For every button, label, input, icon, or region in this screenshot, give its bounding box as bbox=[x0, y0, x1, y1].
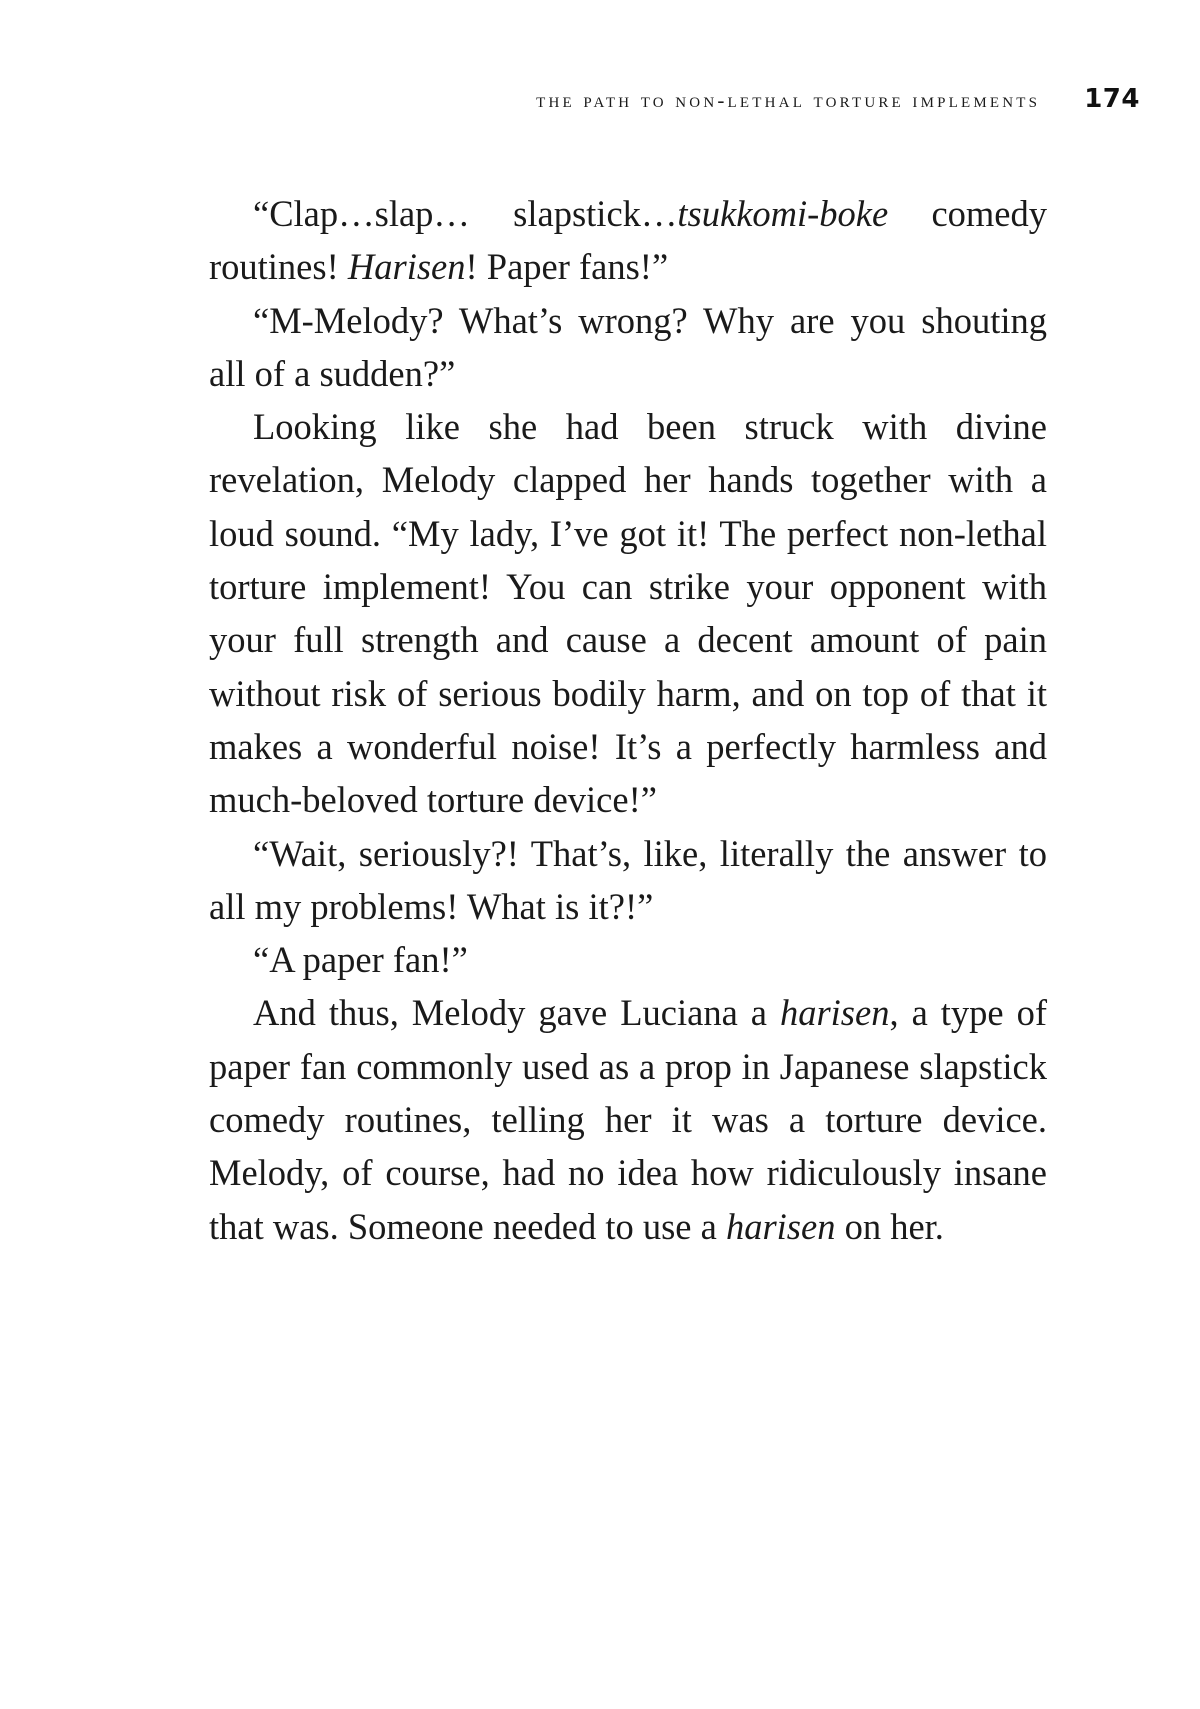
paragraph-5: “A paper fan!” bbox=[253, 939, 468, 981]
paragraph-1-run-2: comedy routines! bbox=[209, 193, 1047, 288]
running-header bbox=[536, 84, 1140, 114]
paragraph-6-run-2: , a type of paper fan commonly used as a prop in Japanese slapstick comedy routines, telling her it was a torture device. Melody, of course, had no idea how ridiculously insane that was. Someone needed to use a bbox=[209, 992, 1047, 1247]
paragraph-6-run-1: And thus, Melody gave Luciana a bbox=[253, 992, 780, 1034]
paragraph-1-italic-1: tsukkomi-boke bbox=[677, 193, 889, 234]
paragraph-1-italic-2: Harisen bbox=[347, 246, 466, 288]
paragraph-6-run-3: on her. bbox=[835, 1205, 944, 1247]
text-body bbox=[209, 187, 1047, 1253]
paragraph-1-run-3: ! Paper fans!” bbox=[465, 246, 669, 288]
paragraph-3: Looking like she had been struck with divine revelation, Melody clapped her hands together with a loud sound. “My lady, I’ve got it! The perfect non-lethal torture implement! You can strike your opponent with your full strength and cause a decent amount of pain without risk of serious bodily harm, and on top of that it makes a wonderful noise! It’s a perfectly harmless and much-beloved torture device!” bbox=[209, 406, 1047, 821]
paragraph-2: “M-Melody? What’s wrong? Why are you shouting all of a sudden?” bbox=[209, 299, 1047, 394]
running-title: the path to non-lethal torture implements bbox=[536, 88, 1041, 112]
paragraph-1 bbox=[209, 187, 1047, 294]
paragraph-6-italic-1: harisen bbox=[779, 992, 890, 1034]
paragraph-6 bbox=[209, 986, 1047, 1252]
paragraph-6-italic-2: harisen bbox=[725, 1205, 836, 1247]
paragraph-4: “Wait, seriously?! That’s, like, literally the answer to all my problems! What is it?!” bbox=[209, 832, 1047, 927]
page-number: 174 bbox=[1084, 84, 1140, 114]
paragraph-1-run-1: “Clap…slap… slapstick… bbox=[253, 193, 678, 234]
